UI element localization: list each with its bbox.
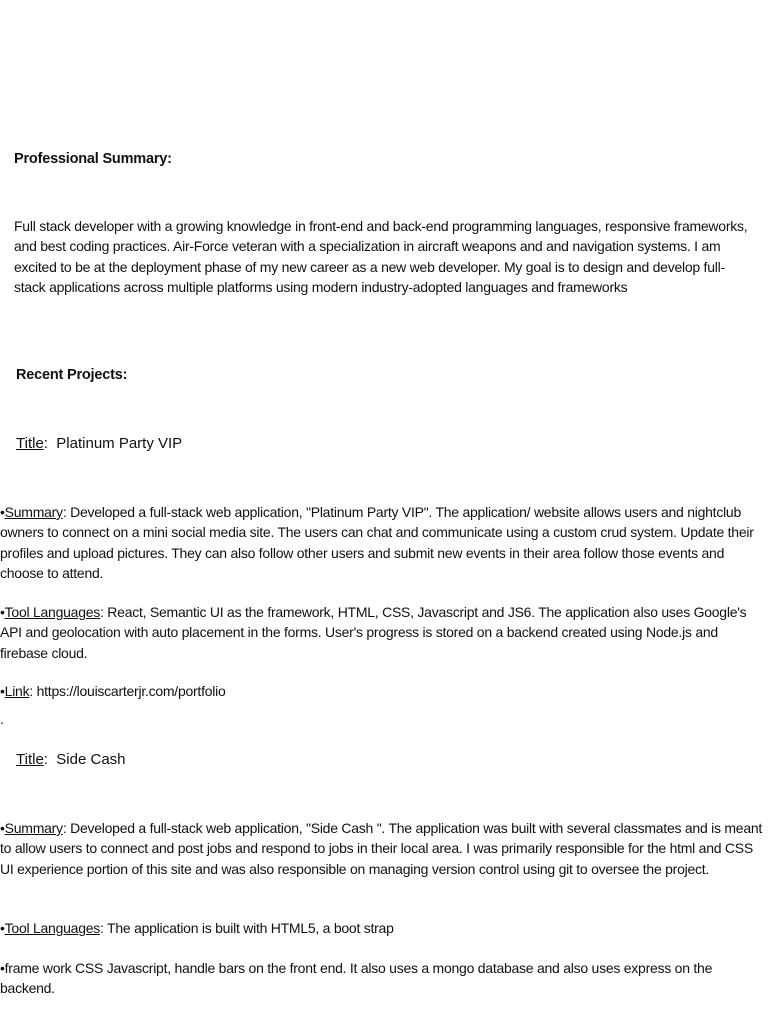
tool-languages-text: : React, Semantic UI as the framework, HTML, CSS, Javascript and JS6. The application also uses Google's API and geolocation with auto placement in the forms. User's progress is stored on a backend created using Node.js and firebase cloud. [0,604,747,661]
project-title: Platinum Party VIP [56,435,183,452]
summary-label: Summary [4,504,63,520]
project-tool-languages [0,918,764,938]
bullet: • [0,683,5,699]
link-label: Link [4,683,30,699]
project-extra [0,958,764,999]
link-text: : https://louiscarterjr.com/portfolio [29,683,226,699]
title-separator: : [43,435,57,452]
bullet: • [0,504,5,520]
professional-summary-heading: Professional Summary: [14,151,172,167]
bullet: • [0,604,5,620]
summary-text: : Developed a full-stack web application, "Platinum Party VIP". The application/ website allows users and nightclub owners to connect on a mini social media site. The users can chat and communicate using a custom crud system. Update their profiles and upload pictures. They can also follow other users and submit new events in their area follow those events and choose to attend. [0,504,754,581]
project-link [0,681,764,701]
bullet: • [0,820,5,836]
summary-text: : Developed a full-stack web application, "Side Cash ". The application was built with several classmates and is meant to allow users to connect and post jobs and respond to jobs in their local area. I was primarily responsible for the html and CSS UI experience portion of this site and was also responsible on managing version control using git to oversee the project. [0,820,763,877]
recent-projects-heading: Recent Projects: [16,367,128,383]
project-summary [0,818,764,879]
bullet: • [0,960,5,976]
project-title: Side Cash [56,751,126,768]
title-label: Title [16,751,44,768]
title-label: Title [16,435,44,452]
project-title-row [16,435,182,452]
professional-summary-text: Full stack developer with a growing knowledge in front-end and back-end programming languages, responsive frameworks, and best coding practices. Air-Force veteran with a specialization in aircraft weapons and and navigation systems. I am excited to be at the deployment phase of my new career as a new web developer. My goal is to design and develop full-stack applications across multiple platforms using modern industry-adopted languages and frameworks [14,218,748,295]
title-separator: : [43,751,57,768]
stray-mark: . [0,711,4,727]
project-title-row [16,751,126,768]
bullet: • [0,920,5,936]
tool-languages-text: : The application is built with HTML5, a boot strap [100,920,394,936]
extra-text: frame work CSS Javascript, handle bars on the front end. It also uses a mongo database and also uses express on the backend. [0,960,713,997]
summary-label: Summary [4,820,63,836]
project-summary [0,502,764,583]
project-tool-languages [0,602,764,663]
tool-languages-label: Tool Languages [4,604,101,620]
tool-languages-label: Tool Languages [4,920,101,936]
